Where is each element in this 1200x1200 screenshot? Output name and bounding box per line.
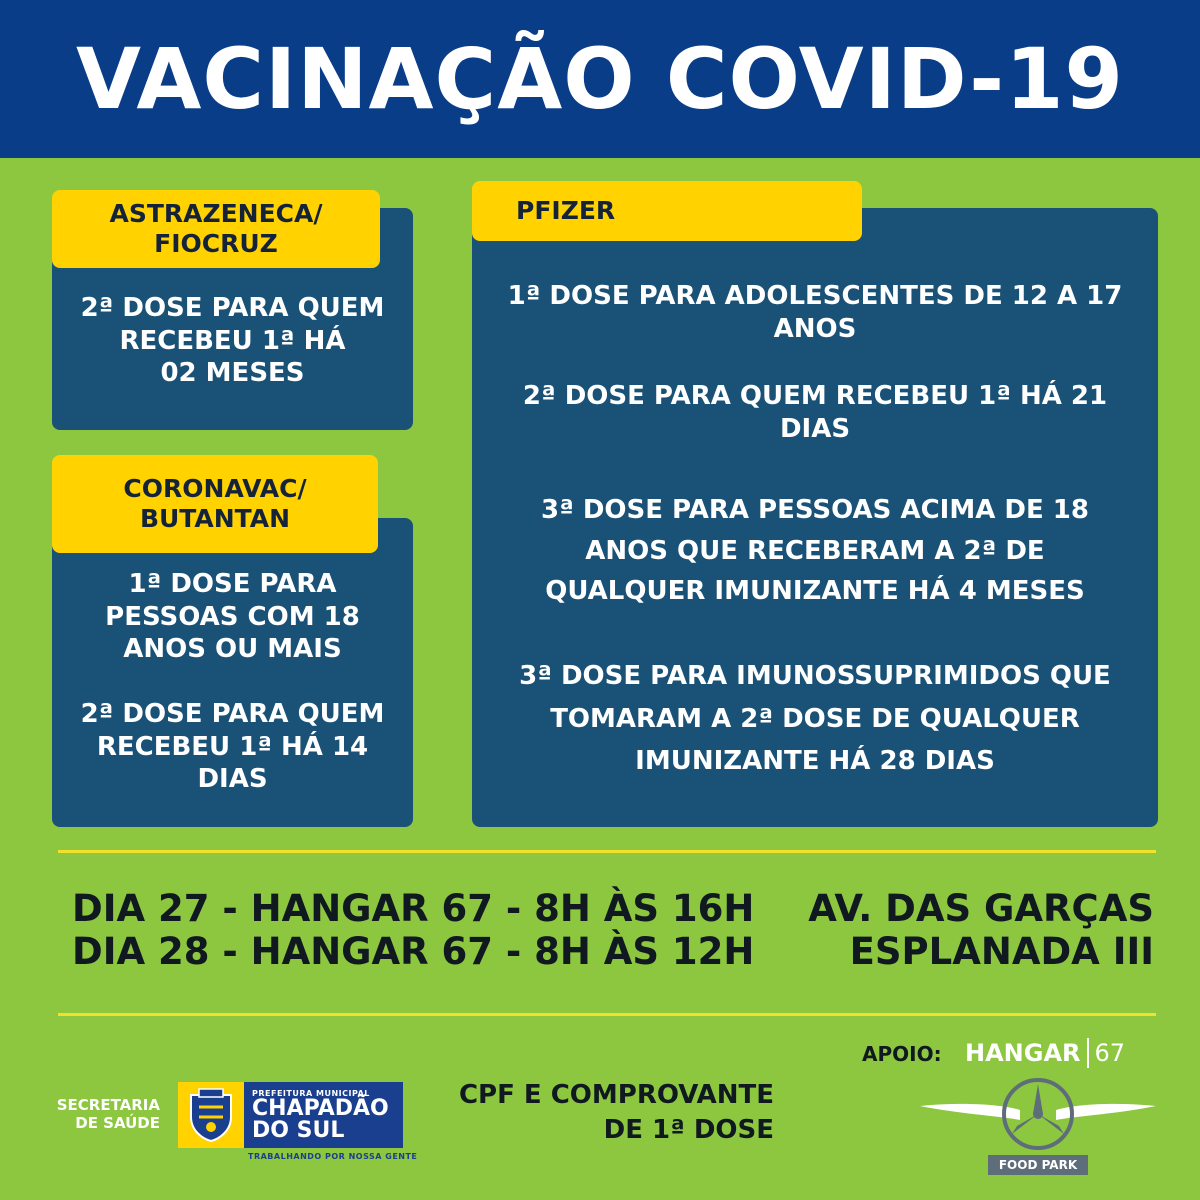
- address: [808, 888, 1154, 973]
- pfizer-line: 3ª DOSE PARA PESSOAS ACIMA DE 18: [541, 495, 1089, 525]
- documents-line: DE 1ª DOSE: [603, 1115, 774, 1146]
- pfizer-line: QUALQUER IMUNIZANTE HÁ 4 MESES: [545, 576, 1085, 606]
- logo-subtitle: PREFEITURA MUNICIPAL: [252, 1088, 370, 1098]
- pfizer-line: ANOS QUE RECEBERAM A 2ª DE: [585, 535, 1045, 566]
- pfizer-line: 1ª DOSE PARA ADOLESCENTES DE 12 A 17: [507, 281, 1123, 311]
- coronavac-tag-line: BUTANTAN: [139, 504, 291, 533]
- pfizer-line: IMUNIZANTE HÁ 28 DIAS: [635, 746, 995, 776]
- hangar-number: 67: [1094, 1039, 1126, 1067]
- coronavac-tag-line: CORONAVAC/: [123, 474, 307, 503]
- coronavac-line: DIAS: [197, 764, 268, 794]
- divider-bottom: [58, 1013, 1156, 1016]
- page-title: VACINAÇÃO COVID-19: [76, 30, 1124, 128]
- pfizer-line: 2ª DOSE PARA QUEM RECEBEU 1ª HÁ 21: [522, 381, 1108, 411]
- schedule-day-27: DIA 27 - HANGAR 67 - 8H ÀS 16H: [72, 887, 755, 930]
- coronavac-line: PESSOAS COM 18: [105, 601, 360, 632]
- coronavac-line: 2ª DOSE PARA QUEM: [80, 699, 385, 729]
- hangar-name: HANGAR: [965, 1039, 1081, 1067]
- pfizer-tag-label: PFIZER: [516, 196, 616, 225]
- hangar-separator: [1087, 1038, 1089, 1068]
- astrazeneca-line: 02 MESES: [160, 358, 305, 388]
- astrazeneca-tag: [52, 190, 380, 268]
- schedule: [72, 888, 754, 973]
- logo-line: DO SUL: [252, 1117, 345, 1143]
- secretaria-saude-logo: [40, 1096, 160, 1132]
- pfizer-line: ANOS: [773, 313, 857, 344]
- address-line: AV. DAS GARÇAS: [808, 887, 1154, 930]
- apoio-label: APOIO:: [862, 1042, 942, 1066]
- pfizer-card: [472, 208, 1158, 827]
- secretaria-line: DE SAÚDE: [75, 1114, 160, 1132]
- prefeitura-logo: [178, 1082, 403, 1148]
- pfizer-tag: [472, 181, 862, 241]
- schedule-day-28: DIA 28 - HANGAR 67 - 8H ÀS 12H: [72, 929, 755, 973]
- coronavac-card: [52, 518, 413, 827]
- pfizer-line: DIAS: [779, 413, 851, 444]
- hangar67-logo: [965, 1038, 1125, 1068]
- pfizer-line: 3ª DOSE PARA IMUNOSSUPRIMIDOS QUE: [519, 661, 1111, 691]
- pfizer-line: TOMARAM A 2ª DOSE DE QUALQUER: [550, 703, 1080, 734]
- coronavac-tag: [52, 455, 378, 553]
- astrazeneca-tag-line: FIOCRUZ: [154, 229, 278, 258]
- astrazeneca-line: RECEBEU 1ª HÁ: [119, 325, 346, 356]
- coronavac-line: 1ª DOSE PARA: [128, 569, 337, 599]
- coat-of-arms-icon: [178, 1082, 244, 1148]
- astrazeneca-tag-line: ASTRAZENECA/: [109, 199, 323, 228]
- header-banner: [0, 0, 1200, 158]
- food-park-badge: FOOD PARK: [988, 1155, 1088, 1175]
- coronavac-line: RECEBEU 1ª HÁ 14: [96, 731, 369, 762]
- prefeitura-logo-text: [244, 1082, 403, 1148]
- divider-top: [58, 850, 1156, 853]
- secretaria-line: SECRETARIA: [56, 1096, 160, 1114]
- astrazeneca-line: 2ª DOSE PARA QUEM: [80, 293, 385, 323]
- documents-line: CPF E COMPROVANTE: [458, 1080, 774, 1110]
- propeller-icon: [920, 1076, 1156, 1156]
- address-line: ESPLANADA III: [849, 929, 1154, 973]
- logo-slogan: TRABALHANDO POR NOSSA GENTE: [248, 1152, 418, 1161]
- coronavac-line: ANOS OU MAIS: [123, 634, 342, 664]
- logo-line: CHAPADÃO: [252, 1095, 389, 1121]
- required-documents: [459, 1078, 774, 1148]
